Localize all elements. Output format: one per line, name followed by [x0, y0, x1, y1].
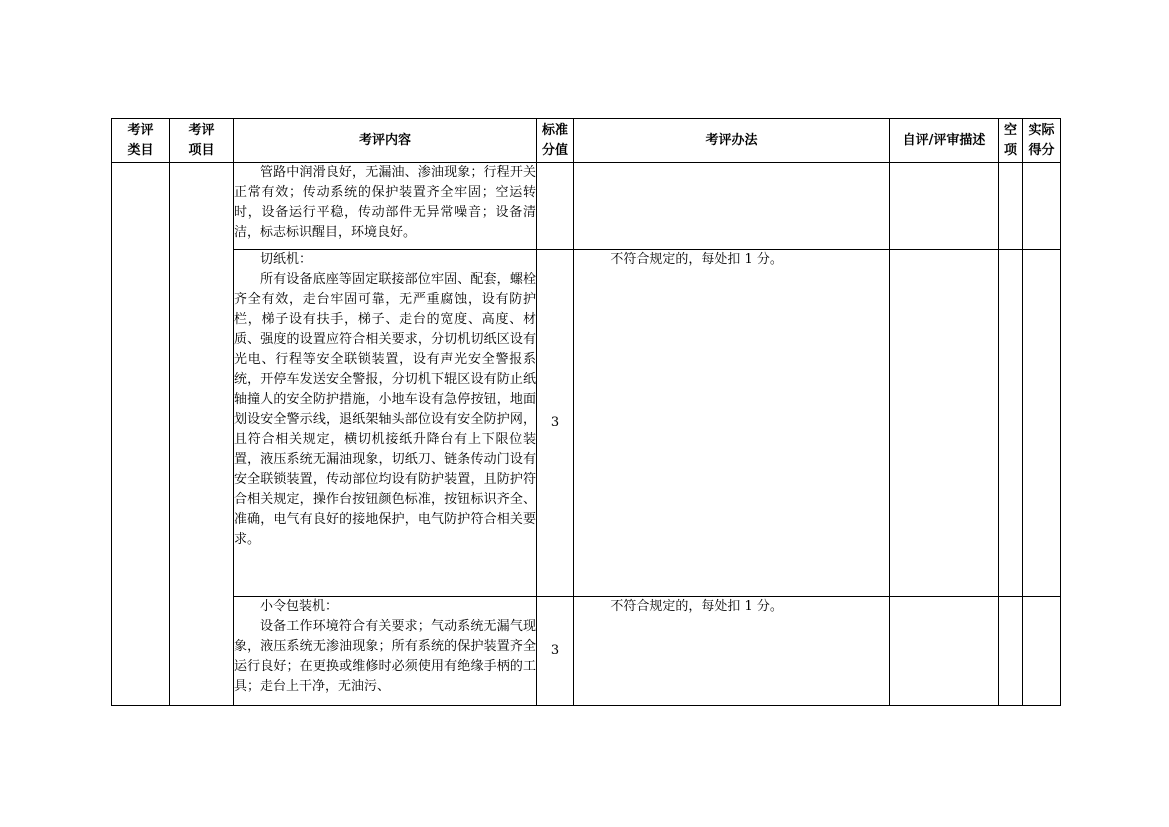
header-blank: 空 项 [999, 119, 1023, 163]
blank-cell [999, 250, 1023, 597]
evaluation-table [111, 118, 1061, 706]
content-body: 设备工作环境符合有关要求；气动系统无漏气现象，液压系统无渗油现象；所有系统的保护装置齐全运行良好；在更换或维修时必须使用有绝缘手柄的工具；走台上干净，无油污、 [234, 619, 536, 694]
content-title: 小令包装机： [260, 599, 339, 614]
header-score: 标准 分值 [537, 119, 574, 163]
self-review-cell [890, 597, 999, 706]
actual-score-cell [1023, 163, 1061, 250]
table-row [112, 597, 1061, 706]
content-body: 管路中润滑良好，无漏油、渗油现象；行程开关正常有效；传动系统的保护装置齐全牢固；空运转时，设备运行平稳，传动部件无异常噪音；设备清洁，标志标识醒目，环境良好。 [234, 165, 536, 240]
table-row [112, 250, 1061, 597]
header-self-review: 自评/评审描述 [890, 119, 999, 163]
content-cell [234, 250, 537, 597]
actual-score-cell [1023, 250, 1061, 597]
content-cell [234, 163, 537, 250]
header-content: 考评内容 [234, 119, 537, 163]
header-method: 考评办法 [574, 119, 890, 163]
score-cell: 3 [537, 597, 574, 706]
self-review-cell [890, 163, 999, 250]
method-cell [574, 163, 890, 250]
method-cell: 不符合规定的，每处扣 1 分。 [574, 250, 890, 597]
content-body: 所有设备底座等固定联接部位牢固、配套，螺栓齐全有效，走台牢固可靠，无严重腐蚀，设有防护栏，梯子设有扶手，梯子、走台的宽度、高度、材质、强度的设置应符合相关要求，分切机切纸区设有光电、行程等安全联锁装置，设有声光安全警报系统，开停车发送安全警报，分切机下辊区设有防止纸轴撞人的安全防护措施，小地车设有急停按钮，地面划设安全警示线，退纸架轴头部位设有安全防护网，且符合相关规定，横切机接纸升降台有上下限位装置，液压系统无漏油现象，切纸刀、链条传动门设有安全联锁装置，传动部位均设有防护装置，且防护符合相关规定，操作台按钮颜色标准，按钮标识齐全、准确，电气有良好的接地保护，电气防护符合相关要求。 [234, 272, 536, 547]
score-cell [537, 163, 574, 250]
category-cell [112, 163, 170, 706]
header-row [112, 119, 1061, 163]
header-item: 考评 项目 [170, 119, 234, 163]
header-category: 考评 类目 [112, 119, 170, 163]
method-cell: 不符合规定的，每处扣 1 分。 [574, 597, 890, 706]
content-title: 切纸机： [260, 252, 313, 267]
score-cell: 3 [537, 250, 574, 597]
table-row [112, 163, 1061, 250]
blank-cell [999, 163, 1023, 250]
blank-cell [999, 597, 1023, 706]
self-review-cell [890, 250, 999, 597]
content-cell [234, 597, 537, 706]
actual-score-cell [1023, 597, 1061, 706]
item-cell [170, 163, 234, 706]
header-actual: 实际 得分 [1023, 119, 1061, 163]
